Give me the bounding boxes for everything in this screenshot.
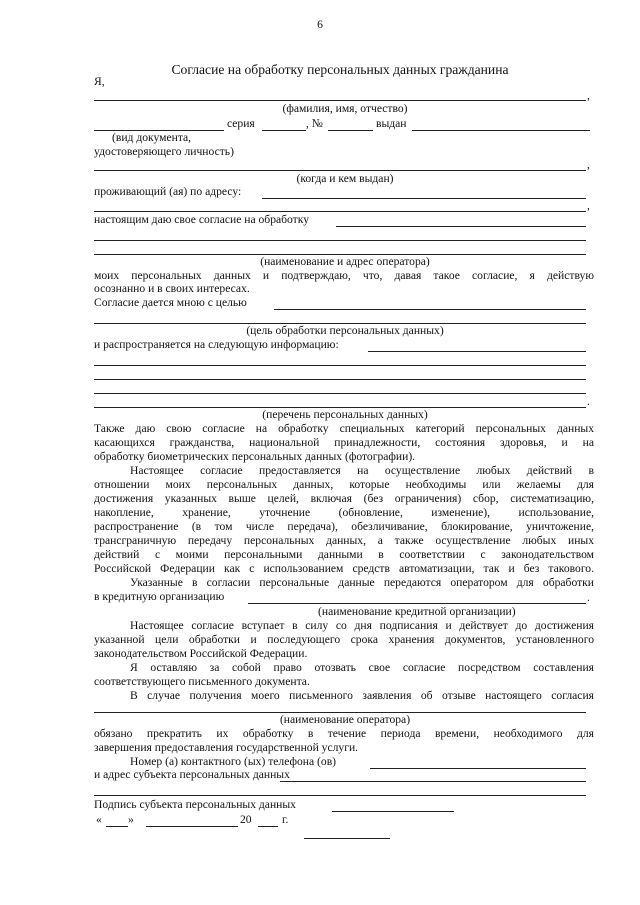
issued-label: выдан	[376, 117, 407, 130]
info-line-2[interactable]	[94, 365, 586, 366]
ya-label: Я,	[94, 75, 105, 88]
date-year-line[interactable]	[258, 826, 278, 827]
period: .	[587, 591, 590, 604]
series-label: серия	[227, 117, 255, 130]
paragraph-7-line-1: В случае получения моего письменного заявления об отзыве настоящего согласия	[130, 689, 594, 702]
date-year-prefix: 20	[240, 813, 252, 826]
paragraph-8-line-1: обязано прекратить их обработку в течение периода времени, необходимого для	[94, 727, 594, 740]
paragraph-3-line-3: достижения указанных выше целей, включая (без ограничения) сбор, систематизацию,	[94, 492, 594, 505]
info-line-3[interactable]	[94, 379, 586, 380]
paragraph-6-line-1: Я оставляю за собой право отозвать свое согласие посредством составления	[130, 661, 594, 674]
paragraph-6-line-2: соответствующего письменного документа.	[94, 675, 310, 688]
paragraph-3-line-5: распространение (в том числе передача), обезличивание, блокирование, уничтожение,	[94, 520, 594, 533]
period: .	[587, 395, 590, 408]
paragraph-1-line-1: моих персональных данных и подтверждаю, что, давая такое согласие, я действую	[94, 269, 594, 282]
issued-line[interactable]	[412, 130, 590, 131]
date-close-quote: »	[128, 813, 134, 826]
subject-address-label: и адрес субъекта персональных данных	[94, 768, 290, 781]
info-line-1[interactable]	[368, 351, 586, 352]
paragraph-2-line-1: Также даю свою согласие на обработку специальных категорий персональных данных	[94, 422, 594, 435]
paragraph-1-line-2: осознанно и в своих интересах.	[94, 282, 250, 295]
doc-type-caption-1: (вид документа,	[112, 131, 192, 144]
caption-purpose: (цель обработки персональных данных)	[246, 324, 444, 337]
paragraph-3-line-6: трансграничную передачу персональных данных, а также осуществление любых иных	[94, 534, 594, 547]
caption-issued-by: (когда и кем выдан)	[296, 172, 394, 185]
address-label: проживающий (ая) по адресу:	[94, 185, 242, 198]
issued-by-line[interactable]	[94, 170, 586, 171]
paragraph-3-line-2: отношении моих персональных данных, которые необходимы или желаемы для	[94, 478, 594, 491]
phone-label: Номер (а) контактного (ых) телефона (ов)	[130, 755, 337, 768]
paragraph-5-line-3: законодательством Российской Федерации.	[94, 647, 308, 660]
doc-type-caption-2: удостоверяющего личность)	[94, 145, 234, 158]
subject-address-line-2[interactable]	[94, 795, 586, 796]
fio-line[interactable]	[94, 100, 586, 101]
subject-address-line[interactable]	[280, 781, 586, 782]
date-year-suffix: г.	[282, 813, 289, 826]
comma: ,	[587, 89, 590, 102]
caption-list: (перечень персональных данных)	[262, 408, 428, 421]
paragraph-3-line-4: накопление, хранение, уточнение (обновление, изменение), использование,	[94, 506, 594, 519]
paragraph-3-line-8: Российской Федерации как с использованием средств автоматизации, так и без такового.	[94, 562, 594, 575]
paragraph-8-line-2: завершения предоставления государственной услуги.	[94, 741, 359, 754]
number-label: , №	[306, 117, 323, 130]
document-title: Согласие на обработку персональных данных гражданина	[171, 62, 509, 77]
comma: ,	[587, 158, 590, 171]
page-number: 6	[317, 18, 323, 31]
info-label: и распространяется на следующую информацию:	[94, 338, 339, 351]
number-line[interactable]	[328, 130, 373, 131]
address-line-1[interactable]	[262, 198, 586, 199]
phone-line[interactable]	[370, 768, 586, 769]
paragraph-3-line-7: действий с моими персональными данными в соответствии с законодательством	[94, 548, 594, 561]
paragraph-3-line-1: Настоящее согласие предоставляется на осуществление любых действий в	[130, 464, 594, 477]
caption-operator: (наименование и адрес оператора)	[260, 255, 430, 268]
address-line-2[interactable]	[94, 211, 586, 212]
paragraph-2-line-2: касающихся гражданства, национальной принадлежности, состояния здоровья, и на	[94, 436, 594, 449]
caption-operator-name: (наименование оператора)	[279, 713, 411, 726]
consent-to-label: настоящим даю свое согласие на обработку	[94, 213, 310, 226]
paragraph-5-line-1: Настоящее согласие вступает в силу со дня подписания и действует до достижения	[130, 619, 594, 632]
comma: ,	[587, 199, 590, 212]
date-day-line[interactable]	[106, 826, 128, 827]
operator-line-1[interactable]	[336, 226, 586, 227]
bank-label: в кредитную организацию	[94, 590, 225, 603]
date-open-quote: «	[96, 813, 102, 826]
paragraph-5-line-2: указанной цели обработки и последующего срока хранения документов, установленного	[94, 633, 594, 646]
paragraph-4-line-1: Указанные в согласии персональные данные передаются оператором для обработки	[130, 576, 594, 589]
footer-separator	[304, 838, 390, 839]
series-line[interactable]	[262, 130, 306, 131]
purpose-line-1[interactable]	[274, 309, 586, 310]
bank-line[interactable]	[248, 603, 586, 604]
caption-fio: (фамилия, имя, отчество)	[282, 102, 408, 115]
caption-bank: (наименование кредитной организации)	[318, 605, 516, 618]
date-month-line[interactable]	[146, 826, 238, 827]
signature-label: Подпись субъекта персональных данных	[94, 798, 296, 811]
info-line-4[interactable]	[94, 393, 586, 394]
signature-line[interactable]	[332, 811, 454, 812]
purpose-label: Согласие дается мною с целью	[94, 296, 247, 309]
operator-line-2[interactable]	[94, 240, 586, 241]
paragraph-2-line-3: обработку биометрических персональных данных (фотографии).	[94, 450, 416, 463]
